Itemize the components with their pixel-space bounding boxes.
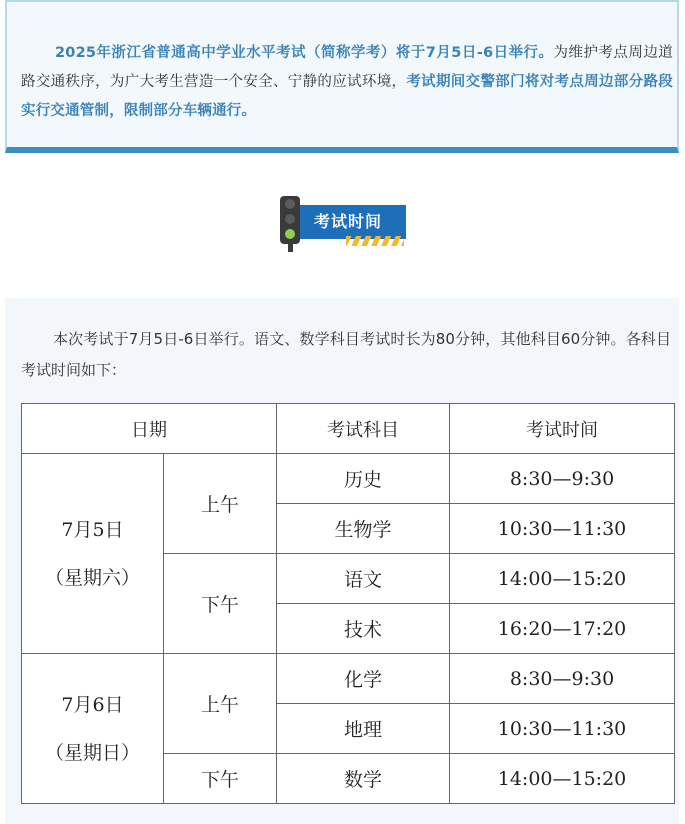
date-text: 7月6日 xyxy=(61,693,124,716)
traffic-light-pole xyxy=(288,242,293,252)
time-cell: 16:20—17:20 xyxy=(450,604,675,654)
intro-panel xyxy=(5,0,679,153)
time-cell: 10:30—11:30 xyxy=(450,704,675,754)
period-cell: 上午 xyxy=(164,654,277,754)
date-cell xyxy=(22,454,164,654)
date-cell xyxy=(22,654,164,804)
intro-bold-tail: 考试期间交警部门将对考点周边部分路段实行交通管制，限制部分车辆通行。 xyxy=(21,74,673,119)
weekday-text: （星期日） xyxy=(44,741,140,764)
schedule-description: 本次考试于7月5日-6日举行。语文、数学科目考试时长为80分钟，其他科目60分钟。各科目考试时间如下： xyxy=(21,330,671,379)
weekday-text: （星期六） xyxy=(44,566,140,589)
subject-cell: 技术 xyxy=(277,604,450,654)
hazard-stripes xyxy=(346,236,404,246)
period-cell: 下午 xyxy=(164,554,277,654)
intro-normal-text: 为维护考点周边道路交通秩序，为广大考生营造一个安全、宁静的应试环境， xyxy=(21,45,673,90)
section-title: 考试时间 xyxy=(300,205,406,239)
header-time: 考试时间 xyxy=(450,404,675,454)
section-badge xyxy=(280,196,410,256)
subject-cell: 数学 xyxy=(277,754,450,804)
time-cell: 14:00—15:20 xyxy=(450,554,675,604)
period-cell: 下午 xyxy=(164,754,277,804)
time-cell: 8:30—9:30 xyxy=(450,654,675,704)
subject-cell: 生物学 xyxy=(277,504,450,554)
table-row xyxy=(22,454,675,504)
traffic-light-icon xyxy=(280,196,300,244)
subject-cell: 语文 xyxy=(277,554,450,604)
header-date: 日期 xyxy=(22,404,277,454)
intro-bold-lead: 2025年浙江省普通高中学业水平考试（简称学考）将于7月5日-6日举行。 xyxy=(55,45,554,61)
subject-cell: 历史 xyxy=(277,454,450,504)
schedule-panel xyxy=(5,298,679,824)
time-cell: 10:30—11:30 xyxy=(450,504,675,554)
subject-cell: 化学 xyxy=(277,654,450,704)
time-cell: 14:00—15:20 xyxy=(450,754,675,804)
date-text: 7月5日 xyxy=(61,518,124,541)
intro-paragraph xyxy=(21,39,673,126)
subject-cell: 地理 xyxy=(277,704,450,754)
header-subject: 考试科目 xyxy=(277,404,450,454)
time-cell: 8:30—9:30 xyxy=(450,454,675,504)
table-header-row xyxy=(22,404,675,454)
table-row xyxy=(22,654,675,704)
schedule-table xyxy=(21,403,675,804)
period-cell: 上午 xyxy=(164,454,277,554)
